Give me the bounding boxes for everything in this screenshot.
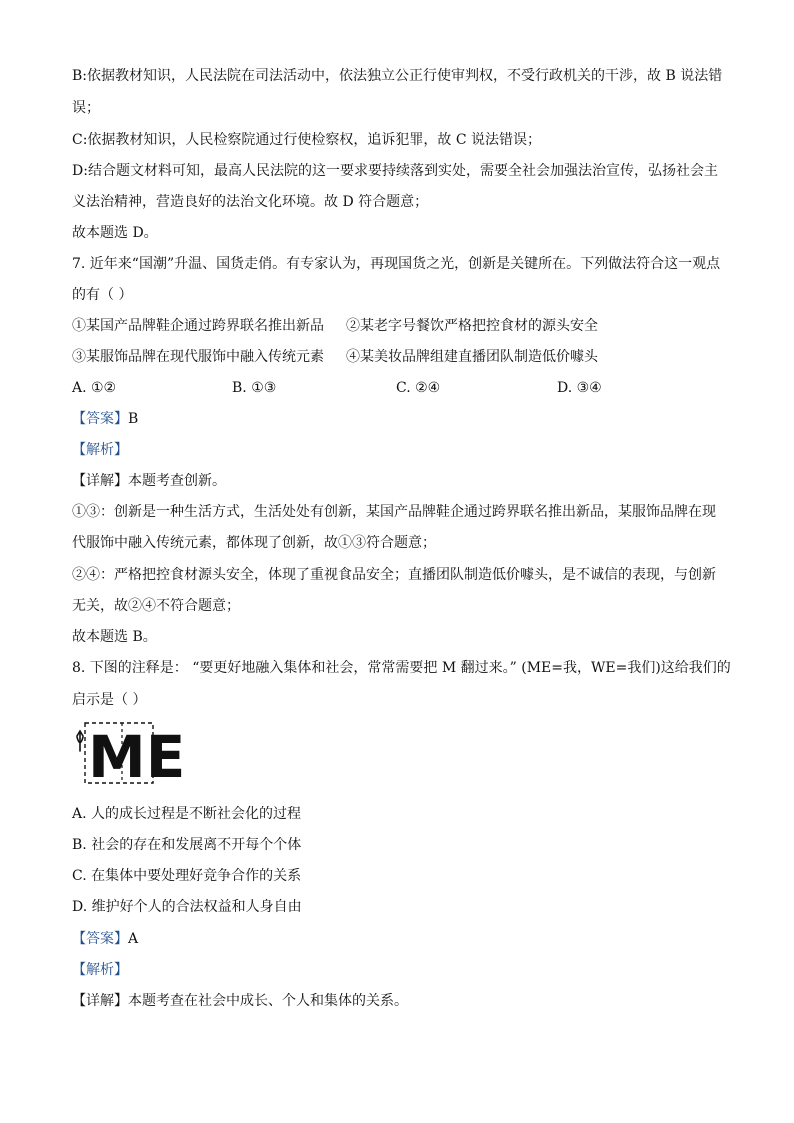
q7-detail-tag: 【详解】 <box>72 473 128 489</box>
q8-answer-tag: 【答案】 <box>72 931 128 947</box>
q7-item-2: ②某老字号餐饮严格把控食材的源头安全 <box>346 318 598 334</box>
q8-option-a: A. 人的成长过程是不断社会化的过程 <box>72 806 302 822</box>
q7-explain-1-line-2: 代服饰中融入传统元素，都体现了创新，故①③符合题意； <box>72 535 436 551</box>
q8-detail: 本题考查在社会中成长、个人和集体的关系。 <box>128 993 408 1009</box>
q7-option-b: B. ①③ <box>232 380 277 396</box>
q8-answer-row <box>72 929 138 949</box>
q8-option-d: D. 维护好个人的合法权益和人身自由 <box>72 899 302 915</box>
q7-answer-row <box>72 409 138 429</box>
q7-conclusion: 故本题选 B。 <box>72 629 157 645</box>
q8-stem-line-1: 8. 下图的注释是： “要更好地融入集体和社会，常常需要把 M 翻过来。” (ME=我，WE=我们)这给我们的 <box>72 660 731 676</box>
analysis-c-line: C:依据教材知识，人民检察院通过行使检察权，追诉犯罪，故 C 说法错误； <box>72 132 542 148</box>
q8-stem-line-2: 启示是（ ） <box>72 692 147 708</box>
q7-stem-line-2: 的有（ ） <box>72 287 133 303</box>
q8-option-b: B. 社会的存在和发展离不开每个个体 <box>72 837 302 853</box>
prev-conclusion: 故本题选 D。 <box>72 225 158 241</box>
q7-detail: 本题考查创新。 <box>128 473 226 489</box>
me-figure <box>74 720 194 786</box>
q7-option-c: C. ②④ <box>396 380 441 396</box>
q7-stem-line-1: 7. 近年来“国潮”升温、国货走俏。有专家认为，再现国货之光，创新是关键所在。下列做法符合这一观点 <box>72 256 721 272</box>
q7-explain-2-line-2: 无关，故②④不符合题意； <box>72 598 240 614</box>
q8-detail-tag: 【详解】 <box>72 993 128 1009</box>
q7-item-3: ③某服饰品牌在现代服饰中融入传统元素 <box>72 349 324 365</box>
q7-detail-row <box>72 471 226 491</box>
analysis-b-line-1: B:依据教材知识，人民法院在司法活动中，依法独立公正行使审判权，不受行政机关的干涉，故 B 说法错 <box>72 68 723 84</box>
me-text: ME <box>88 723 186 786</box>
me-figure-graphic <box>74 720 194 786</box>
q7-answer-tag: 【答案】 <box>72 411 128 427</box>
q7-item-1: ①某国产品牌鞋企通过跨界联名推出新品 <box>72 318 324 334</box>
q7-item-4: ④某美妆品牌组建直播团队制造低价噱头 <box>346 349 598 365</box>
q7-analysis-tag: 【解析】 <box>72 442 128 458</box>
flip-arrow-icon <box>77 731 83 751</box>
q7-option-a: A. ①② <box>72 380 117 396</box>
q7-explain-1-line-1: ①③：创新是一种生活方式，生活处处有创新，某国产品牌鞋企通过跨界联名推出新品，某服饰品牌在现 <box>72 504 716 520</box>
q7-explain-2-line-1: ②④：严格把控食材源头安全，体现了重视食品安全；直播团队制造低价噱头，是不诚信的表现，与创新 <box>72 567 716 583</box>
analysis-b-line-2: 误； <box>72 100 100 116</box>
q8-answer: A <box>128 931 139 947</box>
analysis-d-line-2: 义法治精神，营造良好的法治文化环境。故 D 符合题意； <box>72 194 429 210</box>
analysis-d-line-1: D:结合题文材料可知，最高人民法院的这一要求要持续落到实处，需要全社会加强法治宣传，弘扬社会主 <box>72 163 718 179</box>
q7-option-d: D. ③④ <box>557 380 602 396</box>
q8-detail-row <box>72 991 408 1011</box>
q8-analysis-tag: 【解析】 <box>72 962 128 978</box>
q7-answer: B <box>128 411 139 427</box>
q8-option-c: C. 在集体中要处理好竞争合作的关系 <box>72 868 302 884</box>
